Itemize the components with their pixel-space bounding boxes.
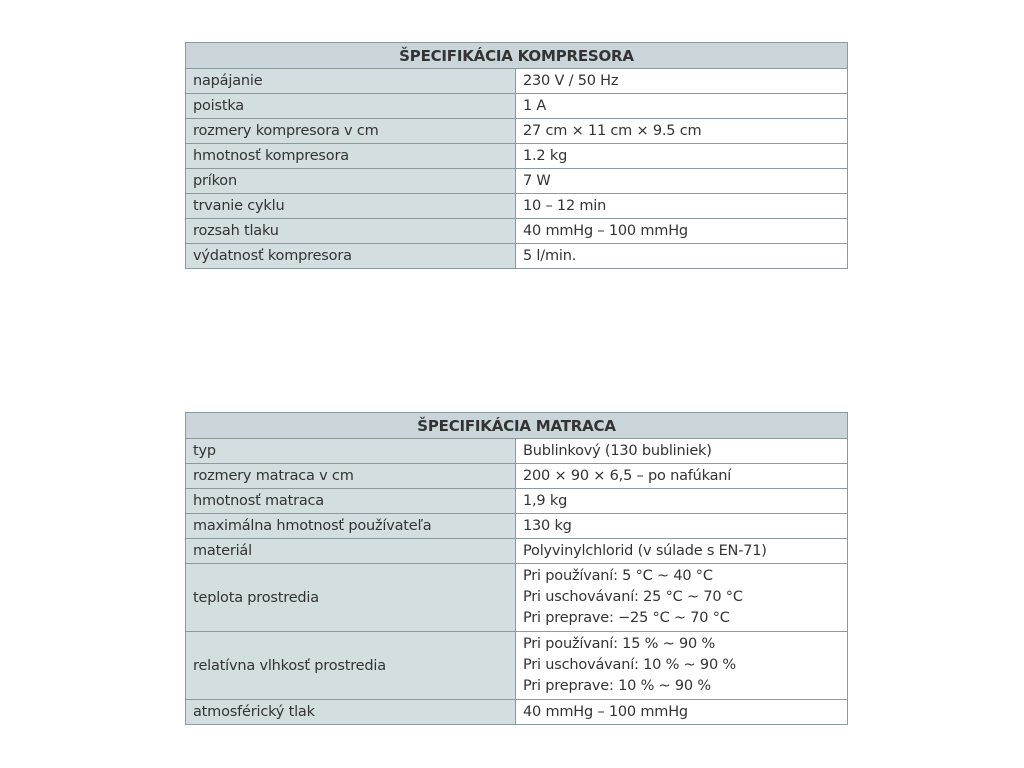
table-row	[186, 144, 848, 169]
spec-value: 10 – 12 min	[516, 194, 848, 219]
spec-label: napájanie	[186, 69, 516, 94]
spec-value-line: Pri používaní: 15 % ~ 90 %	[523, 636, 716, 652]
spec-value	[516, 632, 848, 700]
spec-value: Polyvinylchlorid (v súlade s EN-71)	[516, 539, 848, 564]
table-row	[186, 219, 848, 244]
spec-value: 1.2 kg	[516, 144, 848, 169]
table-row	[186, 514, 848, 539]
compressor-spec-table	[185, 42, 848, 269]
table-header-row	[186, 43, 848, 69]
table-row	[186, 464, 848, 489]
table-row	[186, 94, 848, 119]
table-header-row	[186, 413, 848, 439]
spec-label: maximálna hmotnosť používateľa	[186, 514, 516, 539]
table-row	[186, 244, 848, 269]
spec-value: 1,9 kg	[516, 489, 848, 514]
spec-label: rozmery matraca v cm	[186, 464, 516, 489]
spec-label: poistka	[186, 94, 516, 119]
table-row	[186, 489, 848, 514]
spec-value: 5 l/min.	[516, 244, 848, 269]
spec-label: príkon	[186, 169, 516, 194]
spec-label: výdatnosť kompresora	[186, 244, 516, 269]
spec-label: rozsah tlaku	[186, 219, 516, 244]
table-row	[186, 119, 848, 144]
table-row	[186, 69, 848, 94]
spec-label: hmotnosť kompresora	[186, 144, 516, 169]
table-row	[186, 439, 848, 464]
spec-value-line: Pri uschovávaní: 25 °C ~ 70 °C	[523, 589, 743, 605]
spec-label: atmosférický tlak	[186, 700, 516, 725]
spec-value: Bublinkový (130 bubliniek)	[516, 439, 848, 464]
spec-value: 130 kg	[516, 514, 848, 539]
spec-value: 1 A	[516, 94, 848, 119]
spec-label: trvanie cyklu	[186, 194, 516, 219]
table-row	[186, 539, 848, 564]
spec-value: 230 V / 50 Hz	[516, 69, 848, 94]
spec-value-line: Pri uschovávaní: 10 % ~ 90 %	[523, 657, 736, 673]
table-row	[186, 632, 848, 700]
table-row	[186, 169, 848, 194]
spec-label: materiál	[186, 539, 516, 564]
spec-value-line: Pri používaní: 5 °C ~ 40 °C	[523, 568, 713, 584]
spec-value: 27 cm × 11 cm × 9.5 cm	[516, 119, 848, 144]
spec-label: hmotnosť matraca	[186, 489, 516, 514]
spec-value: 200 × 90 × 6,5 – po nafúkaní	[516, 464, 848, 489]
table-row	[186, 564, 848, 632]
mattress-spec-title: ŠPECIFIKÁCIA MATRACA	[186, 413, 848, 439]
table-row	[186, 700, 848, 725]
spec-value-line: Pri preprave: 10 % ~ 90 %	[523, 678, 711, 694]
mattress-spec-table	[185, 412, 848, 725]
spec-label: relatívna vlhkosť prostredia	[186, 632, 516, 700]
spec-label: typ	[186, 439, 516, 464]
spec-label: teplota prostredia	[186, 564, 516, 632]
spec-value: 40 mmHg – 100 mmHg	[516, 700, 848, 725]
spec-label: rozmery kompresora v cm	[186, 119, 516, 144]
spec-value	[516, 564, 848, 632]
spec-value: 40 mmHg – 100 mmHg	[516, 219, 848, 244]
table-row	[186, 194, 848, 219]
spec-value: 7 W	[516, 169, 848, 194]
spec-value-line: Pri preprave: −25 °C ~ 70 °C	[523, 610, 730, 626]
compressor-spec-title: ŠPECIFIKÁCIA KOMPRESORA	[186, 43, 848, 69]
